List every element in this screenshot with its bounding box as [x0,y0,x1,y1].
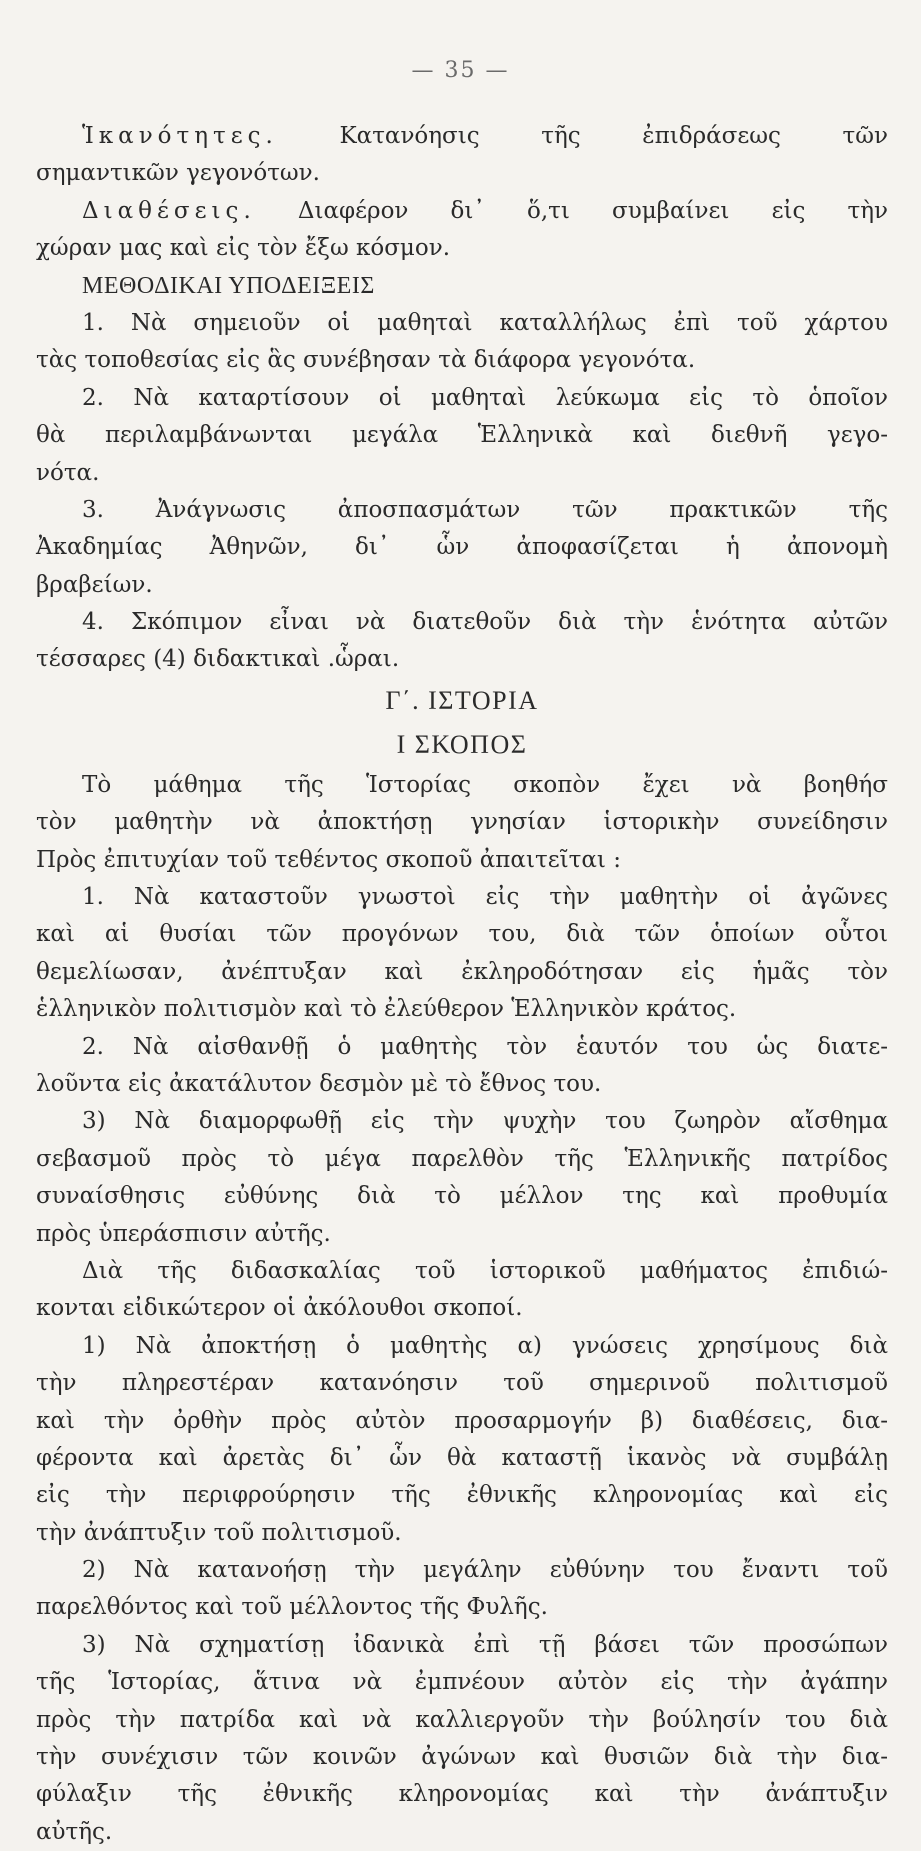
text-line: 3) Νὰ σχηματίσῃ ἰδανικὰ ἐπὶ τῇ βάσει τῶν προσώπων [82,1631,888,1658]
text-line: φύλαξιν τῆς ἐθνικῆς κληρονομίας καὶ τὴν ἀνάπτυξιν [36,1781,888,1808]
text-line: πρὸς τὴν πατρίδα καὶ νὰ καλλιεργοῦν τὴν βούλησίν του διὰ [36,1706,888,1733]
text-line: Ἱκανότητες. Κατανόησις τῆς ἐπιδράσεως τῶν [82,123,888,149]
text-line: ἑλληνικὸν πολιτισμὸν καὶ τὸ ἐλεύθερον Ἑλληνικὸν κράτος. [36,996,737,1023]
page-body [36,118,888,1851]
text-line: τὰς τοποθεσίας εἰς ἃς συνέβησαν τὰ διάφορα γεγονότα. [36,347,696,374]
text-line: τὸν μαθητὴν νὰ ἀποκτήσῃ γνησίαν ἱστορικὴν συνείδησιν [36,809,888,836]
text-line: 3) Νὰ διαμορφωθῇ εἰς τὴν ψυχὴν του ζωηρὸν αἴσθημα [82,1108,888,1135]
text-line: βραβείων. [36,571,153,598]
text-line: θεμελίωσαν, ἀνέπτυξαν καὶ ἐκληροδότησαν εἰς ἡμᾶς τὸν [36,958,888,985]
text-line: 4. Σκόπιμον εἶναι νὰ διατεθοῦν διὰ τὴν ἑνότητα αὐτῶν [82,609,888,636]
text-line: Τὸ μάθημα τῆς Ἱστορίας σκοπὸν ἔχει νὰ βοηθήσ [82,771,888,798]
section-subtitle: Ι ΣΚΟΠΟΣ [396,729,528,759]
text-line: τῆς Ἱστορίας, ἅτινα νὰ ἐμπνέουν αὐτὸν εἰς τὴν ἀγάπην [36,1669,888,1696]
text-line: Πρὸς ἐπιτυχίαν τοῦ τεθέντος σκοποῦ ἀπαιτεῖται : [36,846,621,873]
term-label: Διαθέσεις. [82,197,256,224]
text-line: 2. Νὰ καταρτίσουν οἱ μαθηταὶ λεύκωμα εἰς τὸ ὁποῖον [82,384,888,411]
text-line: Διὰ τῆς διδασκαλίας τοῦ ἱστορικοῦ μαθήματος ἐπιδιώ- [82,1257,888,1284]
text-line: λοῦντα εἰς ἀκατάλυτον δεσμὸν μὲ τὸ ἔθνος του. [36,1070,602,1097]
text-line: πρὸς ὑπεράσπισιν αὐτῆς. [36,1220,331,1247]
text-line: χώραν μας καὶ εἰς τὸν ἔξω κόσμον. [36,235,451,262]
text-line: παρελθόντος καὶ τοῦ μέλλοντος τῆς Φυλῆς. [36,1594,548,1621]
text-line: Ἀκαδημίας Ἀθηνῶν, δι᾿ ὧν ἀποφασίζεται ἡ ἀπονομὴ [36,534,888,561]
text-line: τὴν συνέχισιν τῶν κοινῶν ἀγώνων καὶ θυσιῶν διὰ τὴν δια- [36,1744,888,1771]
text-line: εἰς τὴν περιφρούρησιν τῆς ἐθνικῆς κληρονομίας καὶ εἰς [36,1482,888,1509]
text-line: σημαντικῶν γεγονότων. [36,160,320,187]
text-line: τέσσαρες (4) διδακτικαὶ .ὧραι. [36,646,400,673]
term-label: Ἱκανότητες. [82,123,278,149]
text-line: 1. Νὰ σημειοῦν οἱ μαθηταὶ καταλλήλως ἐπὶ τοῦ χάρτου [82,309,888,336]
text-line: θὰ περιλαμβάνωνται μεγάλα Ἑλληνικὰ καὶ διεθνῆ γεγο- [36,422,888,449]
text-line: 2. Νὰ αἰσθανθῇ ὁ μαθητὴς τὸν ἑαυτόν του ὡς διατε- [82,1033,888,1060]
text-line: 2) Νὰ κατανοήσῃ τὴν μεγάλην εὐθύνην του ἔναντι τοῦ [82,1557,888,1584]
text-line: 3. Ἀνάγνωσις ἀποσπασμάτων τῶν πρακτικῶν τῆς [82,496,888,523]
text-line: νότα. [36,459,100,486]
text-line: κονται εἰδικώτερον οἱ ἀκόλουθοι σκοποί. [36,1295,523,1322]
text-line: αὐτῆς. [36,1818,113,1845]
text-line: φέροντα καὶ ἀρετὰς δι᾿ ὧν θὰ καταστῇ ἱκανὸς νὰ συμβάλῃ [36,1444,888,1471]
text-line: καὶ τὴν ὀρθὴν πρὸς αὐτὸν προσαρμογήν β) διαθέσεις, δια- [36,1407,888,1434]
text-line: τὴν ἀνάπτυξιν τοῦ πολιτισμοῦ. [36,1519,402,1546]
text-line: 1) Νὰ ἀποκτήσῃ ὁ μαθητὴς α) γνώσεις χρησίμους διὰ [82,1332,888,1359]
subsection-heading: ΜΕΘΟΔΙΚΑΙ ΥΠΟΔΕΙΞΕΙΣ [82,272,375,299]
section-title: Γ΄. ΙΣΤΟΡΙΑ [385,685,539,715]
text-line: συναίσθησις εὐθύνης διὰ τὸ μέλλον της καὶ προθυμία [36,1183,888,1210]
text-line: τὴν πληρεστέραν κατανόησιν τοῦ σημερινοῦ πολιτισμοῦ [36,1370,888,1397]
text-line: 1. Νὰ καταστοῦν γνωστοὶ εἰς τὴν μαθητὴν οἱ ἀγῶνες [82,884,888,911]
page-number: — 35 — [411,58,510,83]
text-line: καὶ αἱ θυσίαι τῶν προγόνων του, διὰ τῶν ὁποίων οὗτοι [36,921,888,948]
text-line: Διαθέσεις. Διαφέρον δι᾿ ὅ,τι συμβαίνει εἰς τὴν [82,197,888,224]
text-line: σεβασμοῦ πρὸς τὸ μέγα παρελθὸν τῆς Ἑλληνικῆς πατρίδος [36,1145,888,1172]
